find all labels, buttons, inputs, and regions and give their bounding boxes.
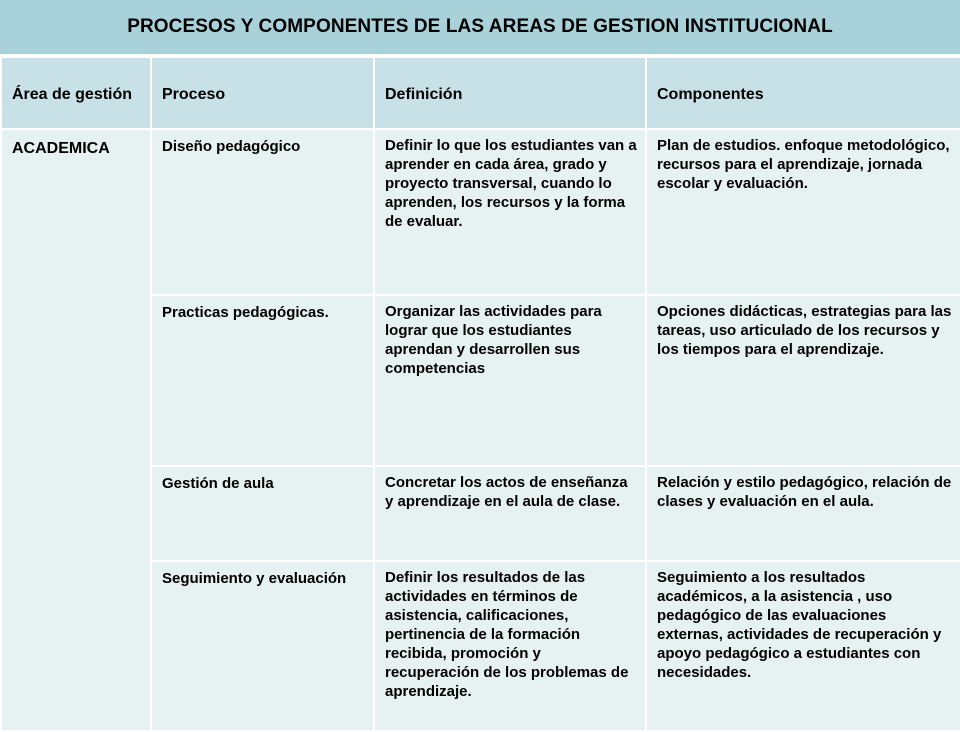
page-title: PROCESOS Y COMPONENTES DE LAS AREAS DE GESTION INSTITUCIONAL — [0, 0, 960, 56]
proceso-cell: Gestión de aula — [151, 466, 374, 561]
definicion-cell: Definir lo que los estudiantes van a aprender en cada área, grado y proyecto transversal, cuando lo aprenden, los recursos y la forma de evaluar. — [374, 129, 646, 295]
header-definicion: Definición — [374, 57, 646, 129]
proceso-cell: Seguimiento y evaluación — [151, 561, 374, 731]
header-proceso: Proceso — [151, 57, 374, 129]
header-componentes: Componentes — [646, 57, 960, 129]
process-table — [0, 56, 960, 732]
definicion-cell: Definir los resultados de las actividades en términos de asistencia, calificaciones, pertinencia de la formación recibida, promoción y recuperación de los problemas de aprendizaje. — [374, 561, 646, 731]
componentes-cell: Plan de estudios. enfoque metodológico, recursos para el aprendizaje, jornada escolar y evaluación. — [646, 129, 960, 295]
proceso-cell: Diseño pedagógico — [151, 129, 374, 295]
componentes-cell: Opciones didácticas, estrategias para las tareas, uso articulado de los recursos y los tiempos para el aprendizaje. — [646, 295, 960, 466]
table-row — [1, 129, 960, 295]
proceso-cell: Practicas pedagógicas. — [151, 295, 374, 466]
area-cell: ACADEMICA — [1, 129, 151, 731]
definicion-cell: Organizar las actividades para lograr que los estudiantes aprendan y desarrollen sus competencias — [374, 295, 646, 466]
header-area: Área de gestión — [1, 57, 151, 129]
componentes-cell: Relación y estilo pedagógico, relación de clases y evaluación en el aula. — [646, 466, 960, 561]
table-header-row — [1, 57, 960, 129]
definicion-cell: Concretar los actos de enseñanza y aprendizaje en el aula de clase. — [374, 466, 646, 561]
componentes-cell: Seguimiento a los resultados académicos, a la asistencia , uso pedagógico de las evaluaciones externas, actividades de recuperación y apoyo pedagógico a estudiantes con necesidades. — [646, 561, 960, 731]
